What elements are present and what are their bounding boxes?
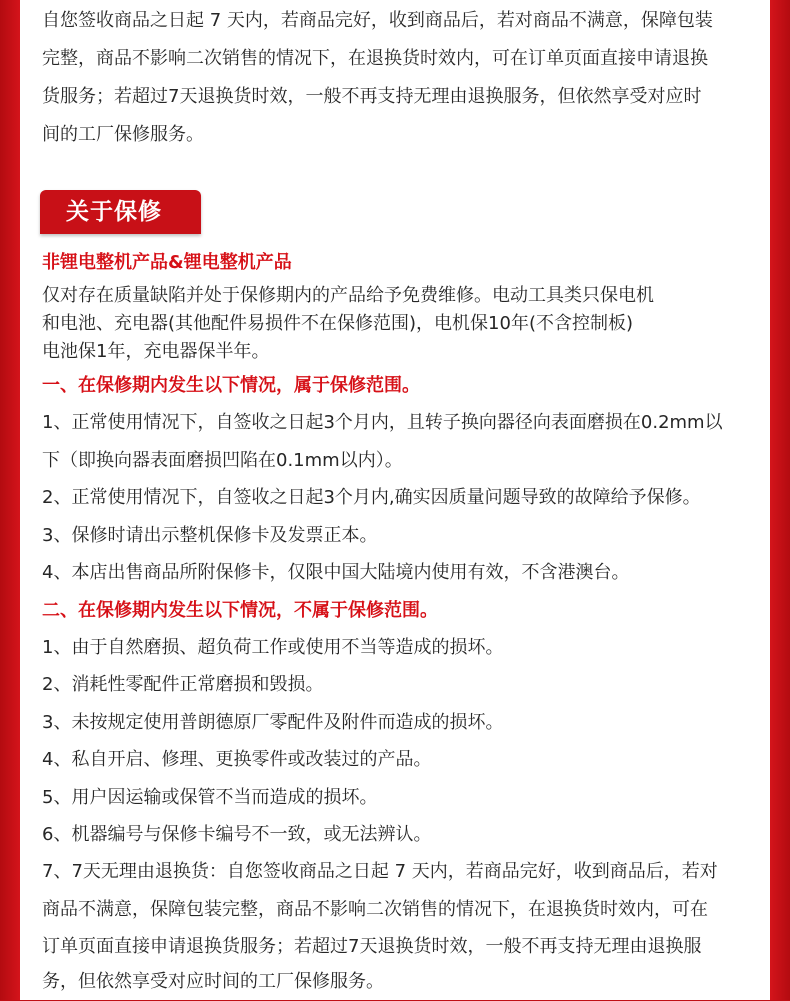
not-covered-item: 4、私自开启、修理、更换零件或改装过的产品。	[42, 749, 432, 770]
scope-line: 和电池、充电器(其他配件易损件不在保修范围)，电机保10年(不含控制板)	[42, 313, 633, 334]
not-covered-item: 订单页面直接申请退换货服务；若超过7天退换货时效，一般不再支持无理由退换服	[42, 936, 702, 957]
not-covered-heading: 二、在保修期内发生以下情况，不属于保修范围。	[42, 600, 438, 621]
not-covered-item: 1、由于自然磨损、超负荷工作或使用不当等造成的损坏。	[42, 637, 504, 658]
not-covered-item: 商品不满意，保障包装完整，商品不影响二次销售的情况下，在退换货时效内，可在	[42, 899, 708, 920]
not-covered-item: 6、机器编号与保修卡编号不一致，或无法辨认。	[42, 824, 432, 845]
intro-line: 自您签收商品之日起 7 天内，若商品完好，收到商品后，若对商品不满意，保障包装	[42, 10, 713, 31]
section-heading-tab	[40, 190, 201, 234]
covered-heading: 一、在保修期内发生以下情况，属于保修范围。	[42, 375, 420, 396]
product-heading: 非锂电整机产品&锂电整机产品	[42, 252, 292, 273]
not-covered-item: 7、7天无理由退换货：自您签收商品之日起 7 天内，若商品完好，收到商品后，若对	[42, 861, 718, 882]
intro-line: 货服务；若超过7天退换货时效，一般不再支持无理由退换服务，但依然享受对应时	[42, 86, 702, 107]
intro-line: 完整，商品不影响二次销售的情况下，在退换货时效内，可在订单页面直接申请退换	[42, 48, 708, 69]
covered-item: 下（即换向器表面磨损凹陷在0.1mm以内）。	[42, 450, 403, 471]
not-covered-item: 5、用户因运输或保管不当而造成的损坏。	[42, 787, 378, 808]
left-red-border	[0, 0, 20, 1000]
not-covered-item: 务，但依然享受对应时间的工厂保修服务。	[42, 971, 384, 992]
covered-item: 2、正常使用情况下，自签收之日起3个月内,确实因质量问题导致的故障给予保修。	[42, 487, 701, 508]
not-covered-item: 2、消耗性零配件正常磨损和毁损。	[42, 674, 324, 695]
not-covered-item: 3、未按规定使用普朗德原厂零配件及附件而造成的损坏。	[42, 712, 504, 733]
scope-line: 仅对存在质量缺陷并处于保修期内的产品给予免费维修。电动工具类只保电机	[42, 285, 654, 306]
covered-item: 3、保修时请出示整机保修卡及发票正本。	[42, 525, 378, 546]
intro-line: 间的工厂保修服务。	[42, 124, 204, 145]
covered-item: 4、本店出售商品所附保修卡，仅限中国大陆境内使用有效，不含港澳台。	[42, 562, 630, 583]
covered-item: 1、正常使用情况下，自签收之日起3个月内，且转子换向器径向表面磨损在0.2mm以	[42, 412, 723, 433]
right-red-border	[770, 0, 790, 1000]
scope-line: 电池保1年，充电器保半年。	[42, 341, 270, 362]
section-title: 关于保修	[66, 199, 162, 225]
